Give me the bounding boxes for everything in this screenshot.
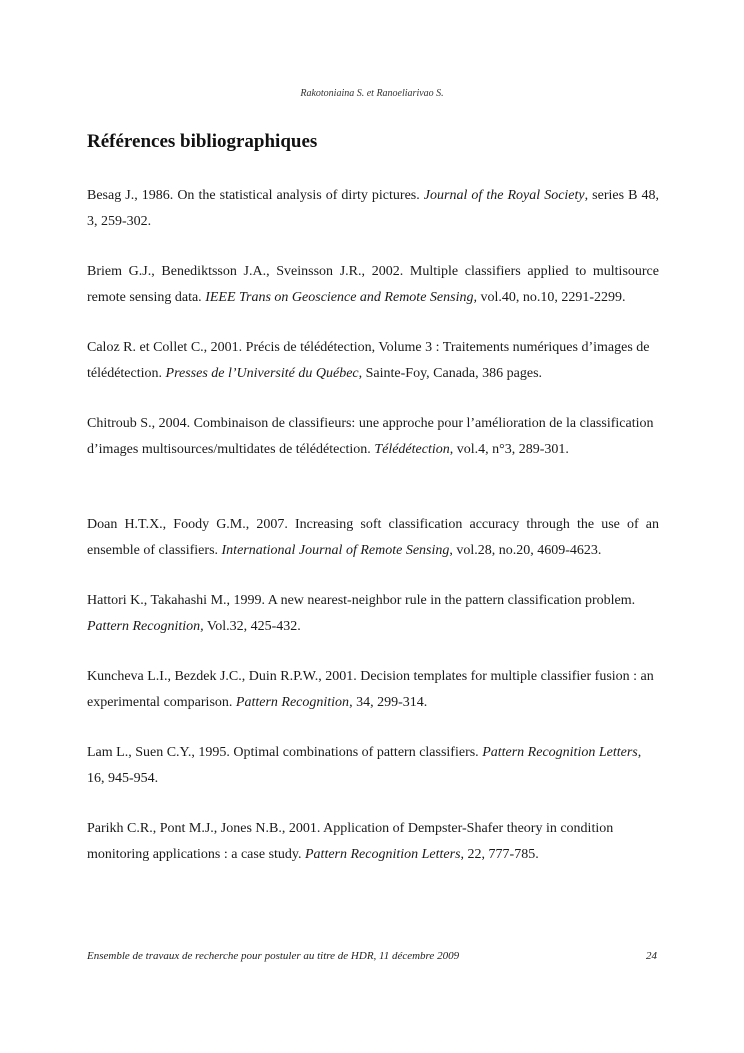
reference-text: Briem G.J., Benediktsson J.A., Sveinsson J.R., 2002. Multiple classifiers applied to multisource remote sensing data. [87,264,659,305]
reference-details: vol.40, no.10, 2291-2299. [476,289,626,305]
reference-item [87,335,659,386]
running-header: Rakotoniaina S. et Ranoeliarivao S. [300,88,444,99]
reference-details: , 16, 945-954. [87,745,642,786]
reference-details: , vol.4, n°3, 289-301. [449,441,569,457]
reference-item [87,588,659,639]
reference-venue: Journal of the Royal Society [423,188,585,203]
reference-text: Besag J., 1986. On the statistical analysis of dirty pictures. [87,188,424,203]
page-number: 24 [646,950,657,962]
reference-item [87,183,659,234]
reference-venue: Pattern Recognition, [87,618,204,634]
reference-venue: Télédétection [374,441,450,457]
reference-text: Hattori K., Takahashi M., 1999. A new nearest-neighbor rule in the pattern classification problem. [87,593,636,608]
reference-details: , series B 48, 3, 259-302. [87,188,659,229]
reference-venue: International Journal of Remote Sensing [221,542,450,558]
reference-text: Doan H.T.X., Foody G.M., 2007. Increasing soft classification accuracy through the use of an ensemble of classifiers. [87,517,659,558]
running-footer: Ensemble de travaux de recherche pour postuler au titre de HDR, 11 décembre 2009 [87,950,460,962]
reference-item [87,259,659,310]
reference-details: Vol.32, 425-432. [203,618,301,634]
reference-venue: Presses de l’Université du Québec [165,365,359,381]
reference-details: , Sainte-Foy, Canada, 386 pages. [358,365,543,381]
reference-venue: Pattern Recognition [235,694,350,710]
reference-venue: Pattern Recognition Letters [305,846,461,862]
reference-item [87,512,659,563]
reference-item [87,664,659,715]
reference-details: , vol.28, no.20, 4609-4623. [449,542,602,558]
reference-text: Chitroub S., 2004. Combinaison de classifieurs: une approche pour l’amélioration de la classification d’images multisources/multidates de télédétection. [87,416,654,457]
reference-text: Kuncheva L.I., Bezdek J.C., Duin R.P.W., 2001. Decision templates for multiple classifier fusion : an experimental comparison. [87,669,654,710]
reference-text: Lam L., Suen C.Y., 1995. Optimal combinations of pattern classifiers. [87,745,483,760]
reference-item [87,740,659,791]
reference-venue: Pattern Recognition Letters [482,745,638,760]
reference-text: Caloz R. et Collet C., 2001. Précis de télédétection, Volume 3 : Traitements numériques d’images de télédétection. [87,340,650,381]
reference-details: , 34, 299-314. [349,694,428,710]
reference-item [87,816,659,867]
section-title: Références bibliographiques [87,131,318,152]
reference-details: , 22, 777-785. [460,846,539,862]
reference-text: Parikh C.R., Pont M.J., Jones N.B., 2001. Application of Dempster-Shafer theory in condition monitoring applications : a case study. [87,821,614,862]
reference-venue: IEEE Trans on Geoscience and Remote Sensing, [205,289,477,305]
reference-item [87,411,659,462]
